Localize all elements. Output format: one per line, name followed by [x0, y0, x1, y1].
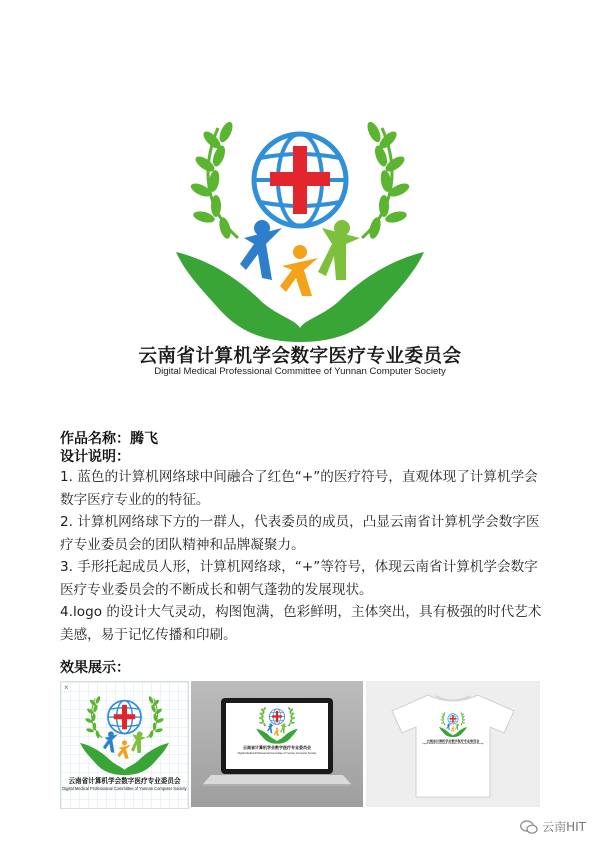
description-section: [60, 430, 550, 646]
close-icon[interactable]: ×: [64, 683, 69, 692]
tshirt-logo-title-cn: 云南省计算机学会数字医疗专业委员会: [426, 739, 480, 743]
logo-title-cn: 云南省计算机学会数字医疗专业委员会: [138, 346, 462, 367]
tshirt-logo-title-en: Digital Medical Professional Committee of Yunnan Computer Society: [422, 743, 484, 745]
logo-title-en: Digital Medical Professional Committee of Yunnan Computer Society: [154, 366, 446, 377]
watermark-text: 云南HIT: [542, 820, 586, 834]
laptop-logo-title-cn: 云南省计算机学会数字医疗专业委员会: [243, 745, 311, 750]
paragraph-2: 2. 计算机网络球下方的一群人，代表委员的成员，凸显云南省计算机学会数字医疗专业委员会的团队精神和品牌凝聚力。: [60, 514, 540, 553]
laptop-logo-emblem: [255, 705, 299, 745]
watermark: [520, 818, 586, 835]
thumb-logo-title-en: Digital Medical Professional Committee of Yunnan Computer Society: [62, 786, 187, 791]
thumbnail-grid-logo[interactable]: [60, 681, 189, 809]
author-line: 作品名称：腾飞: [60, 431, 158, 447]
thumbnail-tshirt-mockup[interactable]: [366, 681, 540, 807]
thumbnail-laptop-mockup[interactable]: [191, 681, 363, 807]
thumb-logo-title-cn: 云南省计算机学会数字医疗专业委员会: [68, 777, 181, 785]
paragraph-1: 1. 蓝色的计算机网络球中间融合了红色“+”的医疗符号，直观体现了计算机学会数字医疗专业的的特征。: [60, 469, 538, 508]
paragraph-3: 3. 手形托起成员人形，计算机网络球，“+”等符号，体现云南省计算机学会数字医疗专业委员会的不断成长和朝气蓬勃的发展现状。: [60, 559, 538, 598]
laptop-logo-title-en: Digital Medical Professional Committee of Yunnan Computer Society: [237, 752, 317, 755]
design-notes-heading: 设计说明：: [60, 449, 130, 465]
wechat-icon: [520, 820, 538, 835]
thumb-logo-emblem: [74, 692, 175, 778]
showcase-label: 效果展示：: [60, 660, 130, 676]
paragraph-4: 4.logo 的设计大气灵动，构图饱满，色彩鲜明，主体突出，具有极强的时代艺术美感，易于记忆传播和印刷。: [60, 604, 542, 643]
tshirt-logo-emblem: [438, 711, 468, 738]
